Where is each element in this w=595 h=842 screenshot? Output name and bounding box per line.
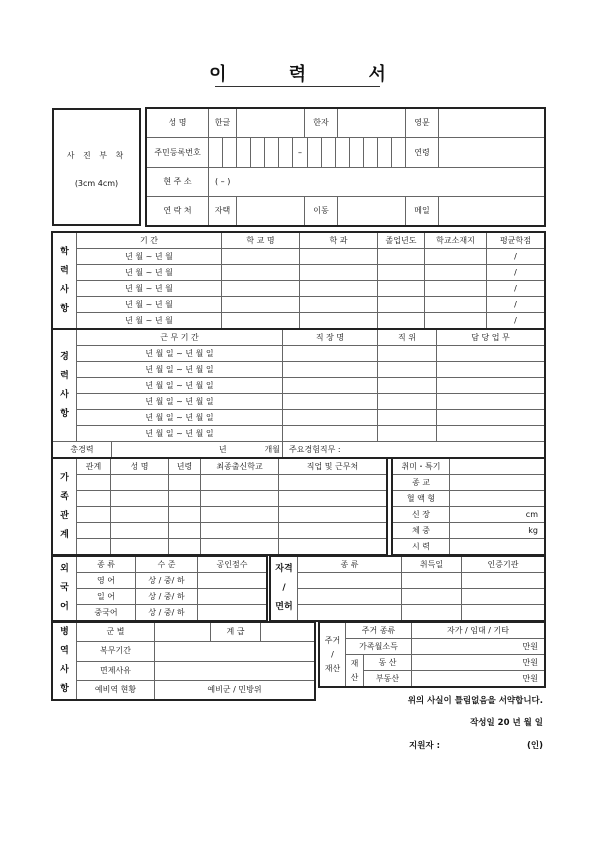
license-side-label: 자격 / 면허 xyxy=(271,557,298,621)
education-cell[interactable] xyxy=(222,297,300,313)
hangul-field[interactable] xyxy=(237,109,305,138)
property-side-label: 재 산 xyxy=(346,655,364,687)
reserve-label: 예비역 현황 xyxy=(77,680,155,699)
mobile-phone-field[interactable] xyxy=(338,197,406,226)
personal-detail-field[interactable] xyxy=(450,475,545,491)
hanja-field[interactable] xyxy=(338,109,406,138)
language-level[interactable]: 상 / 중/ 하 xyxy=(136,573,198,589)
email-field[interactable] xyxy=(439,197,545,226)
id-number-field[interactable] xyxy=(209,138,406,168)
service-period-label: 복무기간 xyxy=(77,642,155,661)
career-cell[interactable] xyxy=(437,394,545,410)
education-gpa[interactable]: / xyxy=(487,313,545,329)
family-row xyxy=(53,491,387,507)
family-cell[interactable] xyxy=(201,475,279,491)
language-table xyxy=(52,556,267,621)
education-cell[interactable] xyxy=(222,265,300,281)
education-period[interactable]: 년 월 ~ 년 월 xyxy=(77,281,222,297)
career-table xyxy=(52,329,545,458)
career-cell[interactable] xyxy=(283,362,378,378)
address-field[interactable]: ( – ) xyxy=(209,168,545,197)
career-row xyxy=(53,426,545,442)
career-row xyxy=(53,362,545,378)
family-cell[interactable] xyxy=(201,539,279,555)
movable-unit[interactable]: 만원 xyxy=(412,655,545,671)
personal-detail-field[interactable] xyxy=(450,539,545,555)
education-cell[interactable] xyxy=(300,249,378,265)
education-header: 평균학점 xyxy=(487,233,545,249)
career-cell[interactable] xyxy=(378,410,437,426)
rank-field[interactable] xyxy=(261,623,315,642)
family-cell[interactable] xyxy=(279,523,387,539)
date-line: 작성일 20 년 월 일 xyxy=(470,718,543,728)
license-cell[interactable] xyxy=(402,589,462,605)
education-header: 학 과 xyxy=(300,233,378,249)
career-header: 직 위 xyxy=(378,330,437,346)
reserve-value[interactable]: 예비군 / 민방위 xyxy=(155,680,315,699)
career-cell[interactable] xyxy=(378,346,437,362)
license-cell[interactable] xyxy=(462,589,545,605)
english-label: 영문 xyxy=(406,109,439,138)
family-cell[interactable] xyxy=(169,507,201,523)
photo-box xyxy=(52,108,141,226)
family-row xyxy=(53,507,387,523)
career-period[interactable]: 년 월 일 ~ 년 월 일 xyxy=(77,378,283,394)
education-cell[interactable] xyxy=(300,297,378,313)
exemption-field[interactable] xyxy=(155,661,315,680)
family-cell[interactable] xyxy=(77,523,111,539)
career-period[interactable]: 년 월 일 ~ 년 월 일 xyxy=(77,394,283,410)
family-header: 최종출신학교 xyxy=(201,459,279,475)
career-cell[interactable] xyxy=(283,426,378,442)
career-row xyxy=(53,378,545,394)
total-career-field[interactable] xyxy=(112,442,283,458)
personal-detail-label: 취미・특기 xyxy=(393,459,450,475)
applicant-label: 지원자 : xyxy=(409,741,440,751)
family-row xyxy=(53,539,387,555)
photo-label: 사 진 부 착 xyxy=(66,151,127,160)
license-cell[interactable] xyxy=(462,573,545,589)
education-side-label: 학 력 사 항 xyxy=(53,233,77,329)
license-cell[interactable] xyxy=(298,573,402,589)
family-cell[interactable] xyxy=(279,491,387,507)
education-header: 졸업년도 xyxy=(378,233,425,249)
education-row xyxy=(53,297,545,313)
family-cell[interactable] xyxy=(77,475,111,491)
language-level[interactable]: 상 / 중/ 하 xyxy=(136,605,198,621)
language-side-label: 외 국 어 xyxy=(53,557,77,621)
family-row xyxy=(53,523,387,539)
family-cell[interactable] xyxy=(77,491,111,507)
housing-type-value[interactable]: 자가 / 임대 / 기타 xyxy=(412,623,545,639)
education-cell[interactable] xyxy=(378,297,425,313)
career-cell[interactable] xyxy=(437,346,545,362)
family-cell[interactable] xyxy=(111,475,169,491)
career-cell[interactable] xyxy=(283,410,378,426)
home-phone-field[interactable] xyxy=(237,197,305,226)
service-period-field[interactable] xyxy=(155,642,315,661)
education-cell[interactable] xyxy=(222,249,300,265)
family-cell[interactable] xyxy=(279,507,387,523)
career-row xyxy=(53,394,545,410)
license-header: 인증기관 xyxy=(462,557,545,573)
contact-label: 연 락 처 xyxy=(147,197,209,226)
family-cell[interactable] xyxy=(279,475,387,491)
id-dash: – xyxy=(293,138,307,167)
career-header: 담 당 업 무 xyxy=(437,330,545,346)
personal-details-table xyxy=(392,458,545,555)
career-cell[interactable] xyxy=(283,346,378,362)
career-row xyxy=(53,346,545,362)
family-cell[interactable] xyxy=(201,523,279,539)
family-table xyxy=(52,458,387,555)
family-row xyxy=(53,475,387,491)
education-cell[interactable] xyxy=(425,249,487,265)
realestate-label: 부동산 xyxy=(364,671,412,687)
main-duty-field[interactable]: 주요경험직무 : xyxy=(283,442,545,458)
education-gpa[interactable]: / xyxy=(487,297,545,313)
name-label: 성 명 xyxy=(147,109,209,138)
career-cell[interactable] xyxy=(437,362,545,378)
family-cell[interactable] xyxy=(201,507,279,523)
language-row xyxy=(53,589,267,605)
education-row xyxy=(53,265,545,281)
family-cell[interactable] xyxy=(111,523,169,539)
personal-detail-label: 종 교 xyxy=(393,475,450,491)
career-period[interactable]: 년 월 일 ~ 년 월 일 xyxy=(77,362,283,378)
mobile-label: 이동 xyxy=(305,197,338,226)
personal-detail-row xyxy=(393,507,545,523)
career-cell[interactable] xyxy=(378,394,437,410)
personal-detail-label: 체 중 xyxy=(393,523,450,539)
career-period[interactable]: 년 월 일 ~ 년 월 일 xyxy=(77,410,283,426)
branch-label: 군 별 xyxy=(77,623,155,642)
family-cell[interactable] xyxy=(77,539,111,555)
family-header: 년령 xyxy=(169,459,201,475)
address-label: 현 주 소 xyxy=(147,168,209,197)
family-cell[interactable] xyxy=(169,523,201,539)
education-cell[interactable] xyxy=(300,265,378,281)
education-cell[interactable] xyxy=(300,281,378,297)
family-cell[interactable] xyxy=(111,491,169,507)
career-cell[interactable] xyxy=(378,378,437,394)
age-field[interactable] xyxy=(439,138,545,168)
housing-table xyxy=(319,622,545,687)
page-title: 이 력 서 xyxy=(209,64,414,85)
family-header: 성 명 xyxy=(111,459,169,475)
education-cell[interactable] xyxy=(222,313,300,329)
education-period[interactable]: 년 월 ~ 년 월 xyxy=(77,297,222,313)
family-cell[interactable] xyxy=(169,491,201,507)
family-cell[interactable] xyxy=(201,491,279,507)
seal-label: (인) xyxy=(527,741,543,751)
military-table xyxy=(52,622,315,700)
family-header: 직업 및 근무처 xyxy=(279,459,387,475)
education-row xyxy=(53,281,545,297)
career-cell[interactable] xyxy=(378,426,437,442)
personal-detail-label: 혈 액 형 xyxy=(393,491,450,507)
family-cell[interactable] xyxy=(279,539,387,555)
license-cell[interactable] xyxy=(402,573,462,589)
photo-size: (3cm 4cm) xyxy=(74,179,119,188)
license-cell[interactable] xyxy=(298,589,402,605)
career-period[interactable]: 년 월 일 ~ 년 월 일 xyxy=(77,426,283,442)
language-name: 영 어 xyxy=(77,573,136,589)
license-header: 종 류 xyxy=(298,557,402,573)
career-header: 직 장 명 xyxy=(283,330,378,346)
family-side-label: 가 족 관 계 xyxy=(53,459,77,555)
months-label: 개월 xyxy=(264,444,281,454)
personal-detail-row xyxy=(393,523,545,539)
english-field[interactable] xyxy=(439,109,545,138)
personal-detail-field[interactable]: kg xyxy=(450,523,545,539)
language-score[interactable] xyxy=(198,605,267,621)
personal-detail-field[interactable] xyxy=(450,491,545,507)
email-label: 메일 xyxy=(406,197,439,226)
language-header: 수 준 xyxy=(136,557,198,573)
total-career-label: 총경력 xyxy=(53,442,112,458)
family-cell[interactable] xyxy=(77,507,111,523)
education-header: 기 간 xyxy=(77,233,222,249)
education-cell[interactable] xyxy=(222,281,300,297)
personal-detail-row xyxy=(393,539,545,555)
exemption-label: 면제사유 xyxy=(77,661,155,680)
rank-label: 계 급 xyxy=(211,623,261,642)
education-cell[interactable] xyxy=(378,265,425,281)
personal-detail-row xyxy=(393,475,545,491)
military-side-label: 병 역 사 항 xyxy=(53,623,77,700)
family-cell[interactable] xyxy=(111,507,169,523)
education-cell[interactable] xyxy=(425,297,487,313)
career-cell[interactable] xyxy=(283,394,378,410)
license-row xyxy=(271,573,545,589)
title-underline xyxy=(215,86,380,87)
career-cell[interactable] xyxy=(437,426,545,442)
education-header: 학 교 명 xyxy=(222,233,300,249)
income-label: 가족월소득 xyxy=(346,639,412,655)
language-row xyxy=(53,573,267,589)
hanja-label: 한자 xyxy=(305,109,338,138)
language-header: 종 류 xyxy=(77,557,136,573)
career-row xyxy=(53,410,545,426)
language-name: 일 어 xyxy=(77,589,136,605)
career-side-label: 경 력 사 항 xyxy=(53,330,77,442)
education-cell[interactable] xyxy=(425,313,487,329)
branch-field[interactable] xyxy=(155,623,211,642)
language-header: 공인점수 xyxy=(198,557,267,573)
family-cell[interactable] xyxy=(169,539,201,555)
language-name: 중국어 xyxy=(77,605,136,621)
education-gpa[interactable]: / xyxy=(487,249,545,265)
license-table xyxy=(270,556,545,621)
career-cell[interactable] xyxy=(437,378,545,394)
education-row xyxy=(53,313,545,329)
personal-detail-row xyxy=(393,491,545,507)
education-header: 학교소재지 xyxy=(425,233,487,249)
education-period[interactable]: 년 월 ~ 년 월 xyxy=(77,313,222,329)
education-cell[interactable] xyxy=(425,281,487,297)
education-gpa[interactable]: / xyxy=(487,265,545,281)
hangul-label: 한글 xyxy=(209,109,237,138)
education-period[interactable]: 년 월 ~ 년 월 xyxy=(77,249,222,265)
id-label: 주민등록번호 xyxy=(147,138,209,168)
license-cell[interactable] xyxy=(298,605,402,621)
year-label: 년 xyxy=(218,444,227,454)
personal-detail-row xyxy=(393,459,545,475)
career-cell[interactable] xyxy=(283,378,378,394)
education-row xyxy=(53,249,545,265)
education-gpa[interactable]: / xyxy=(487,281,545,297)
personal-detail-label: 시 력 xyxy=(393,539,450,555)
education-cell[interactable] xyxy=(378,313,425,329)
realestate-unit[interactable]: 만원 xyxy=(412,671,545,687)
career-period[interactable]: 년 월 일 ~ 년 월 일 xyxy=(77,346,283,362)
family-cell[interactable] xyxy=(111,539,169,555)
personal-detail-field[interactable]: cm xyxy=(450,507,545,523)
language-level[interactable]: 상 / 중/ 하 xyxy=(136,589,198,605)
income-unit[interactable]: 만원 xyxy=(412,639,545,655)
license-header: 취득일 xyxy=(402,557,462,573)
license-cell[interactable] xyxy=(462,605,545,621)
oath-text: 위의 사실이 틀림없음을 서약합니다. xyxy=(407,696,543,706)
career-cell[interactable] xyxy=(437,410,545,426)
education-cell[interactable] xyxy=(378,249,425,265)
career-cell[interactable] xyxy=(378,362,437,378)
language-score[interactable] xyxy=(198,589,267,605)
language-score[interactable] xyxy=(198,573,267,589)
education-cell[interactable] xyxy=(425,265,487,281)
housing-type-label: 주거 종류 xyxy=(346,623,412,639)
education-cell[interactable] xyxy=(378,281,425,297)
family-header: 관계 xyxy=(77,459,111,475)
personal-info-table xyxy=(146,108,545,226)
education-cell[interactable] xyxy=(300,313,378,329)
license-cell[interactable] xyxy=(402,605,462,621)
language-row xyxy=(53,605,267,621)
family-cell[interactable] xyxy=(169,475,201,491)
housing-side-label: 주거 / 재산 xyxy=(320,623,346,687)
education-period[interactable]: 년 월 ~ 년 월 xyxy=(77,265,222,281)
personal-detail-label: 신 장 xyxy=(393,507,450,523)
age-label: 연령 xyxy=(406,138,439,168)
career-header: 근 무 기 간 xyxy=(77,330,283,346)
education-table xyxy=(52,232,545,329)
personal-detail-field[interactable] xyxy=(450,459,545,475)
home-label: 자택 xyxy=(209,197,237,226)
movable-label: 동 산 xyxy=(364,655,412,671)
license-row xyxy=(271,589,545,605)
license-row xyxy=(271,605,545,621)
